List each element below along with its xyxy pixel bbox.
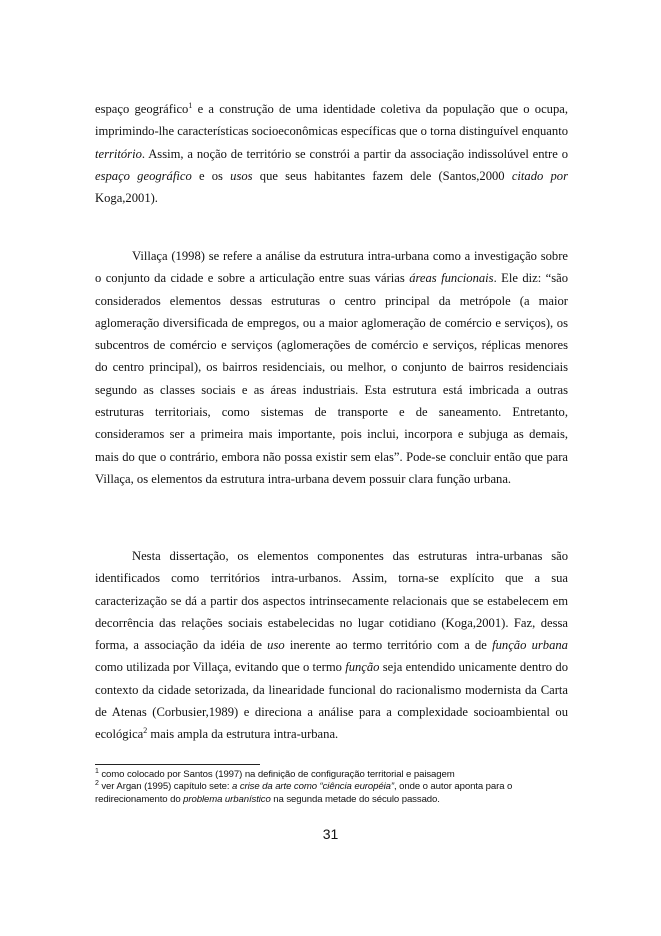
footnote-ref-1[interactable]: 1 — [188, 101, 193, 110]
text-span: Villaça (1998) se refere a análise da estrutura intra-urbana como a investigação sobre o conjunto da cidade e sobre a articulação entre suas várias — [95, 249, 568, 286]
italic-term: função — [345, 660, 380, 675]
text-span: que seus habitantes fazem dele (Santos,2000 — [252, 168, 512, 183]
text-span: inerente ao termo território com a de — [284, 638, 493, 653]
text-span: espaço geográfico — [95, 102, 189, 116]
text-span: seja entendido unicamente dentro do contexto da cidade setorizada, da linearidade funcional do racionalismo modernista da Carta de Atenas (Corbusier,1989) e direciona a análise para a complexidade socioambiental ou ecológica — [95, 660, 568, 742]
text-span: Koga,2001). — [95, 191, 158, 206]
italic-term: usos — [230, 168, 253, 183]
footnote-italic: problema urbanístico — [183, 793, 271, 805]
footnote-italic: a crise da arte como “ciência européia” — [232, 781, 394, 793]
footnote-1 — [95, 769, 575, 781]
text-span: mais ampla da estrutura intra-urbana. — [147, 727, 339, 742]
text-span: Nesta dissertação, os elementos componentes das estruturas intra-urbanas são identificados como territórios intra-urbanos. Assim, torna-se explícito que a sua caracterização se dá a partir dos aspectos intrinsecamente relacionais que se estabelecem em decorrência das relações sociais estabelecidas no lugar cotidiano (Koga,2001). Faz, dessa forma, a associação da idéia de — [95, 549, 568, 653]
footnote-text: ver Argan (1995) capítulo sete: — [98, 781, 233, 793]
italic-term: áreas funcionais — [409, 271, 494, 286]
text-span: e a construção de uma identidade coletiva da população que o ocupa, imprimindo-lhe características socioeconômicas específicas que o torna distinguível enquanto — [95, 102, 568, 139]
page-number: 31 — [322, 826, 339, 842]
paragraph-territory-definition — [95, 98, 568, 209]
footnote-2 — [95, 781, 575, 806]
italic-term: território — [95, 146, 142, 161]
text-span: como utilizada por Villaça, evitando que o termo — [95, 660, 346, 675]
text-span: . Ele diz: “são considerados elementos dessas estruturas o centro principal da metrópole (a maior aglomeração diversificada de empregos, ou a maior aglomeração de comércio e serviços), os subcentros de comércio e serviços (aglomerações de comércio e serviços, réplicas menores do centro principal), os bairros residenciais, ou melhor, o conjunto de bairros residenciais segundo as classes sociais e as áreas industriais. Esta estrutura está imbricada a outras estruturas territoriais, como sistemas de transporte e de saneamento. Entretanto, consideramos ser a primeira mais importante, pois inclui, incorpora e subjuga as demais, mais do que o contrário, embora não possa existir sem elas”. Pode-se concluir então que para Villaça, os elementos da estrutura intra-urbana devem possuir clara função urbana. — [95, 271, 568, 486]
text-span: . Assim, a noção de território se constrói a partir da associação indissolúvel entre o — [141, 146, 568, 161]
italic-term: citado por — [511, 168, 569, 183]
footnote-divider — [95, 764, 260, 765]
footnote-mark: 2 — [95, 780, 99, 788]
footnotes — [95, 769, 575, 806]
paragraph-villaca-structure — [95, 245, 568, 490]
footnote-text: como colocado por Santos (1997) na definição de configuração territorial e paisagem — [98, 769, 455, 780]
footnote-text: , onde o autor aponta para o redirecionamento do — [95, 781, 513, 805]
italic-term: função urbana — [492, 638, 568, 653]
italic-term: espaço geográfico — [95, 168, 192, 183]
paragraph-dissertation-elements — [95, 545, 568, 746]
footnote-text: na segunda metade do século passado. — [270, 793, 440, 805]
italic-term: uso — [267, 638, 285, 653]
text-span: e os — [191, 168, 231, 183]
footnote-ref-2[interactable]: 2 — [143, 726, 148, 736]
footnote-mark: 1 — [95, 768, 99, 775]
